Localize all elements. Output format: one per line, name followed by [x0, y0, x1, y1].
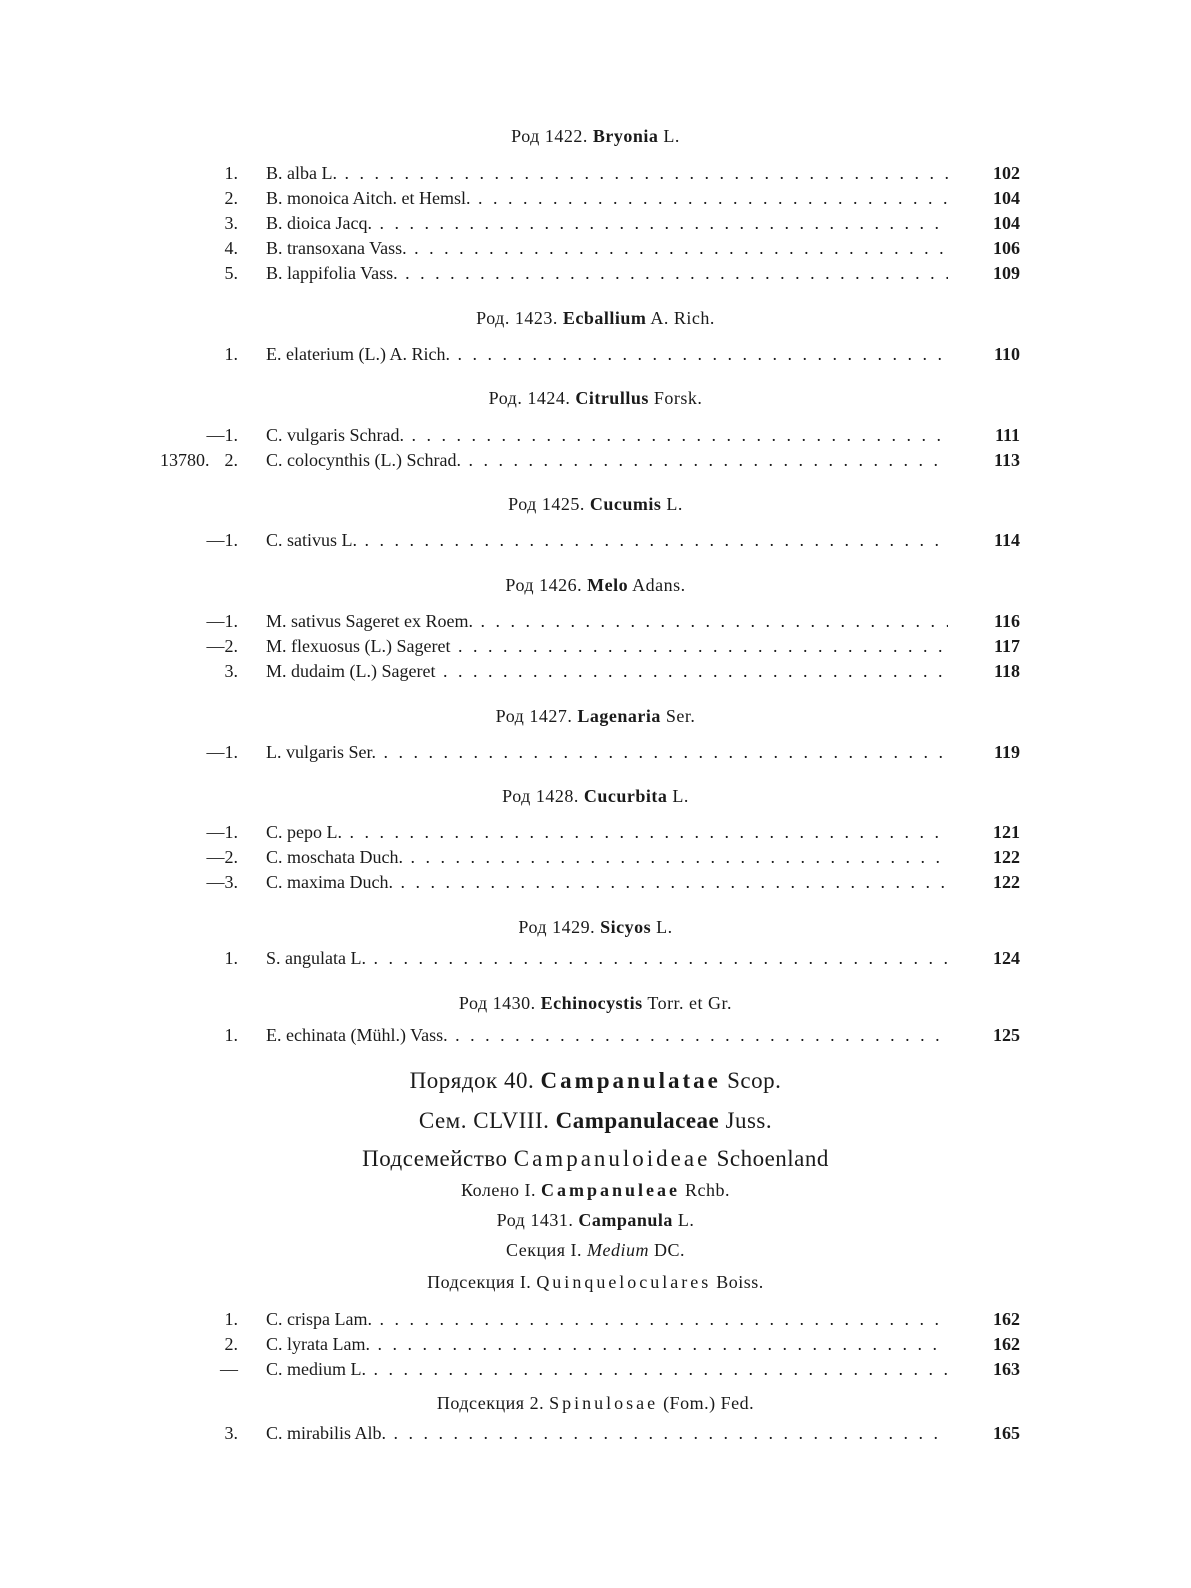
- index-entry: 5. B. lappifolia Vass. . . . 109: [160, 261, 1020, 285]
- genus-heading-cucumis: Род 1425. Cucumis L.: [508, 494, 683, 514]
- genus-heading-echinocystis: Род 1430. Echinocystis Torr. et Gr.: [458, 993, 733, 1013]
- index-entry: 1. C. crispa Lam. . . . 162: [160, 1307, 1020, 1331]
- index-entry: —1. L. vulgaris Ser. . . . 119: [160, 740, 1020, 764]
- genus-heading-lagenaria: Род 1427. Lagenaria Ser.: [495, 706, 696, 726]
- index-entry: 13780. 2. C. colocynthis (L.) Schrad. . . . 113: [160, 448, 1020, 472]
- index-entry: —2. C. moschata Duch. . . . 122: [160, 845, 1020, 869]
- index-entry: —1. C. sativus L. . . . 114: [160, 528, 1020, 552]
- subsection-heading: Подсекция 2. Spinulosae (Fom.) Fed.: [436, 1393, 755, 1413]
- genus-heading-citrullus: Род. 1424. Citrullus Forsk.: [488, 388, 703, 408]
- genus-heading-melo: Род 1426. Melo Adans.: [505, 575, 686, 595]
- index-entry: 2. C. lyrata Lam. . . . 162: [160, 1332, 1020, 1356]
- index-entry: 1. E. elaterium (L.) A. Rich. . . . 110: [160, 342, 1020, 366]
- index-entry: —1. C. pepo L. . . . 121: [160, 820, 1020, 844]
- index-entry: 1. S. angulata L. . . . 124: [160, 946, 1020, 970]
- index-entry: —2. M. flexuosus (L.) Sageret . . . 117: [160, 634, 1020, 658]
- index-entry: — C. medium L. . . . 163: [160, 1357, 1020, 1381]
- index-entry: 3. M. dudaim (L.) Sageret . . . 118: [160, 659, 1020, 683]
- index-entry: 1. B. alba L. . . . 102: [160, 161, 1020, 185]
- genus-heading-ecballium: Род. 1423. Ecballium A. Rich.: [476, 308, 715, 328]
- index-entry: —3. C. maxima Duch. . . . 122: [160, 870, 1020, 894]
- genus-heading-cucurbita: Род 1428. Cucurbita L.: [502, 786, 689, 806]
- index-entry: 3. C. mirabilis Alb. . . . 165: [160, 1421, 1020, 1445]
- genus-heading-sicyos: Род 1429. Sicyos L.: [518, 917, 673, 937]
- genus-heading-campanula: Род 1431. Campanula L.: [496, 1210, 695, 1230]
- genus-heading-bryonia: Род 1422. Bryonia L.: [511, 126, 680, 146]
- index-entry: 4. B. transoxana Vass. . . . 106: [160, 236, 1020, 260]
- index-entry: 2. B. monoica Aitch. et Hemsl. . . . 104: [160, 186, 1020, 210]
- family-heading: Сем. CLVIII. Campanulaceae Juss.: [418, 1108, 773, 1133]
- index-entry: —1. C. vulgaris Schrad. . . . 111: [160, 423, 1020, 447]
- subfamily-heading: Подсемейство Campanuloideae Schoenland: [362, 1146, 829, 1171]
- tribe-heading: Колено I. Campanuleae Rchb.: [461, 1180, 730, 1200]
- subsection-heading: Подсекция I. Quinqueloculares Boiss.: [427, 1272, 764, 1292]
- index-entry: 1. E. echinata (Mühl.) Vass. . . . 125: [160, 1023, 1020, 1047]
- section-heading: Секция I. Medium DC.: [505, 1240, 685, 1260]
- index-entry: —1. M. sativus Sageret ex Roem. . . . 116: [160, 609, 1020, 633]
- index-entry: 3. B. dioica Jacq. . . . 104: [160, 211, 1020, 235]
- order-heading: Порядок 40. Campanulatae Scop.: [409, 1068, 782, 1093]
